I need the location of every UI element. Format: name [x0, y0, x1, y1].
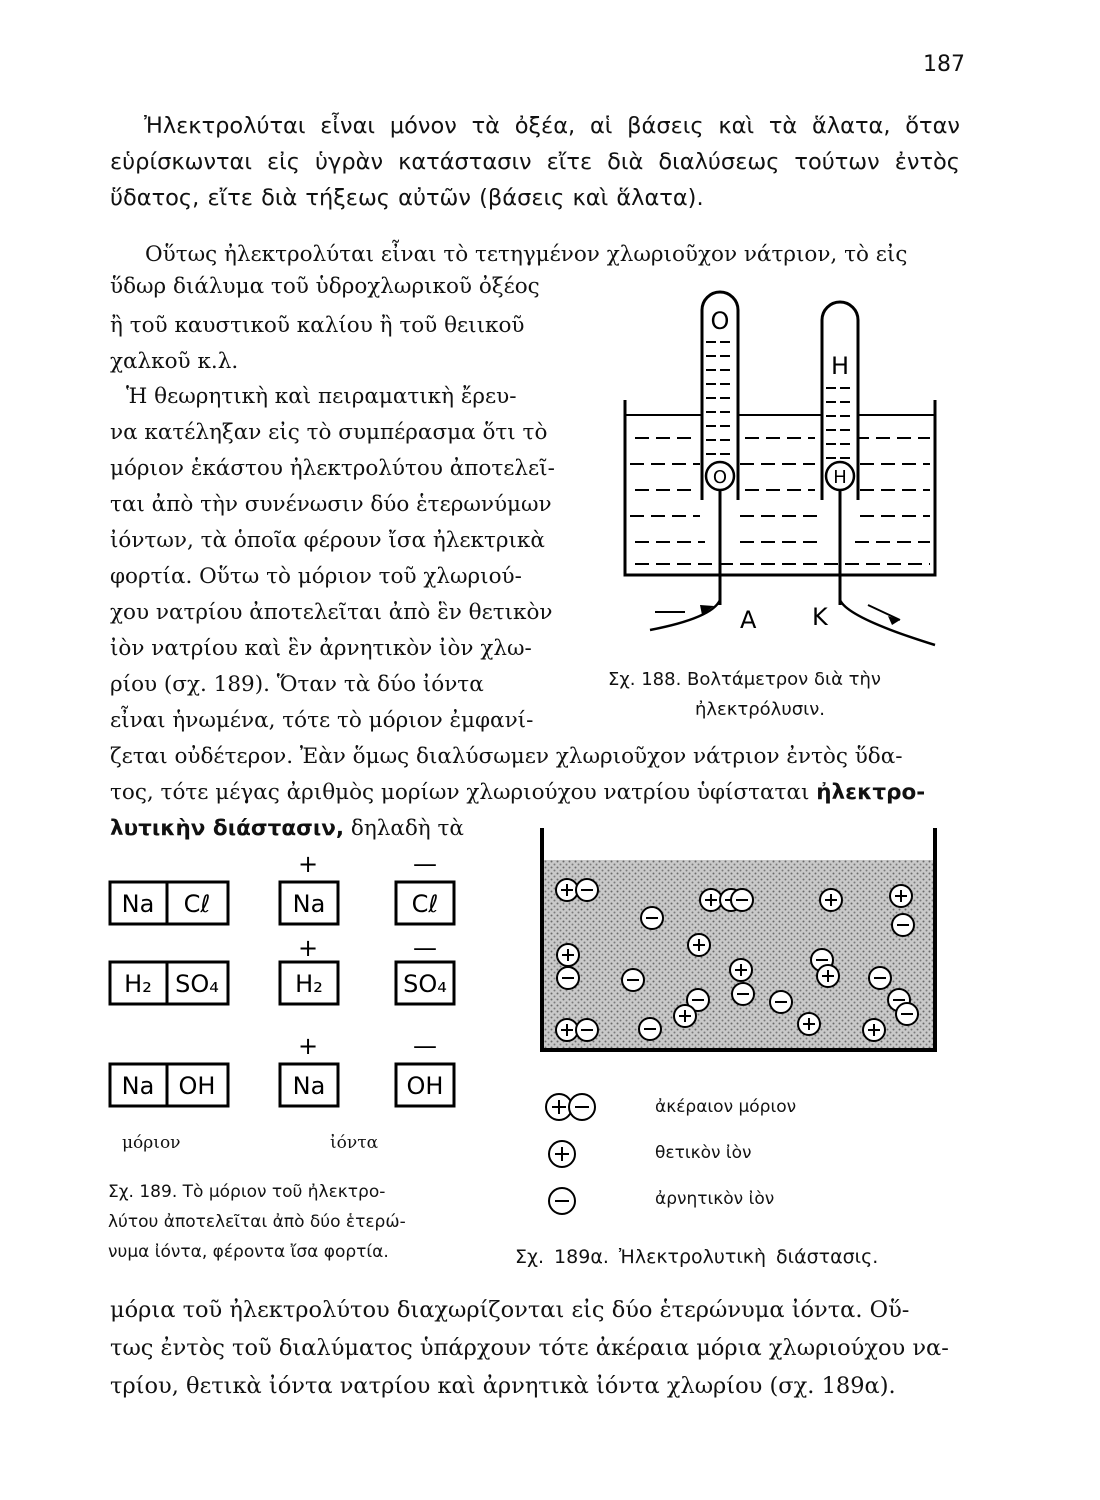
para2-line-16-text: τος, τότε μέγας ἀριθμὸς μορίων χλωριούχου νατρίου ὑφίσταται: [110, 780, 810, 805]
fig189a-diagram: [520, 818, 960, 1058]
para2-line-17: [110, 814, 464, 843]
electrode-label-h: H: [833, 467, 847, 488]
liquid-hatching: [630, 438, 930, 564]
para2-line-12: ἰὸν νατρίου καὶ ἓν ἀρνητικὸν ἰὸν χλω-: [110, 636, 532, 661]
para2-line-7: μόριον ἑκάστου ἠλεκτρολύτου ἀποτελεῖ-: [110, 456, 555, 481]
para2-line-11: χου νατρίου ἀποτελεῖται ἀπὸ ἓν θετικὸν: [110, 600, 553, 625]
electrode-label-o: O: [712, 467, 728, 488]
para2-line-17-tail: δηλαδὴ τὰ: [350, 816, 464, 841]
fig189-caption-line3: νυμα ἰόντα, φέροντα ἴσα φορτία.: [108, 1242, 389, 1262]
tube-label-h: H: [830, 352, 850, 380]
cation-3: Na: [292, 1072, 326, 1100]
para2-line-15: ζεται οὐδέτερον. Ἐὰν ὅμως διαλύσωμεν χλωριοῦχον νάτριον ἐντὸς ὕδα-: [110, 744, 903, 769]
anion-1: Cℓ: [411, 890, 439, 918]
molecule-right-3: OH: [178, 1072, 216, 1100]
bottom-line-1: μόρια τοῦ ἠλεκτρολύτου διαχωρίζονται εἰς δύο ἑτερώνυμα ἰόντα. Οὕ-: [110, 1297, 910, 1323]
legend-negative-icon: [545, 1184, 579, 1218]
para2-line-3: ἢ τοῦ καυστικοῦ καλίου ἢ τοῦ θειικοῦ: [110, 313, 525, 338]
legend-positive-text: θετικὸν ἰὸν: [655, 1143, 752, 1163]
minus-2: —: [413, 934, 437, 962]
legend-molecule-text: ἀκέραιον μόριον: [655, 1097, 797, 1117]
anion-2: SO₄: [403, 970, 447, 998]
legend-molecule-icon: [542, 1090, 612, 1124]
para2-line-13: ρίου (σχ. 189). Ὅταν τὰ δύο ἰόντα: [110, 672, 484, 697]
intro-paragraph: Ἠλεκτρολύται εἶναι μόνον τὰ ὀξέα, αἱ βάσεις καὶ τὰ ἅλατα, ὅταν εὑρίσκωνται εἰς ὑγρὰν κατάστασιν εἴτε διὰ διαλύσεως τούτων ἐντὸς ὕδατος, εἴτε διὰ τήξεως αὐτῶν (βάσεις καὶ ἅλατα).: [110, 113, 960, 211]
label-ions: ἰόντα: [330, 1133, 379, 1153]
fig188-caption-line1: Σχ. 188. Βολτάμετρον διὰ τὴν: [608, 669, 881, 690]
cathode-label: K: [812, 603, 828, 631]
molecule-right-1: Cℓ: [183, 890, 211, 918]
para2-line-8: ται ἀπὸ τὴν συνένωσιν δύο ἑτερωνύμων: [110, 492, 552, 517]
cation-2: H₂: [295, 970, 323, 998]
page-number: 187: [923, 52, 965, 77]
molecule-left-2: H₂: [124, 970, 152, 998]
molecule-left-3: Na: [121, 1072, 155, 1100]
fig188-caption-line2: ἠλεκτρόλυσιν.: [695, 699, 826, 720]
anode-label: A: [740, 606, 757, 634]
para2-line-9: ἰόντων, τὰ ὁποῖα φέρουν ἴσα ἠλεκτρικὰ: [110, 528, 545, 553]
para2-line-4: χαλκοῦ κ.λ.: [110, 349, 239, 374]
cation-1: Na: [292, 890, 326, 918]
bottom-line-3: τρίου, θετικὰ ἰόντα νατρίου καὶ ἀρνητικὰ ἰόντα χλωρίου (σχ. 189α).: [110, 1373, 896, 1399]
fig189-caption-line2: λύτου ἀποτελεῖται ἀπὸ δύο ἑτερώ-: [108, 1212, 406, 1232]
molecule-left-1: Na: [121, 890, 155, 918]
fig189-diagram: [100, 850, 480, 1130]
fig189-caption-line1: Σχ. 189. Τὸ μόριον τοῦ ἠλεκτρο-: [108, 1182, 386, 1202]
bold-term-part2: λυτικὴν διάστασιν,: [110, 816, 345, 841]
legend-negative-text: ἀρνητικὸν ἰὸν: [655, 1189, 775, 1209]
plus-1: +: [297, 850, 319, 878]
molecule-right-2: SO₄: [175, 970, 219, 998]
para2-line-5: Ἡ θεωρητικὴ καὶ πειραματικὴ ἔρευ-: [126, 384, 517, 409]
anion-3: OH: [406, 1072, 444, 1100]
para2-line-1: Οὕτως ἠλεκτρολύται εἶναι τὸ τετηγμένον χλωριοῦχον νάτριον, τὸ εἰς: [145, 242, 908, 267]
bold-term-part1: ἠλεκτρο-: [816, 780, 926, 805]
label-molecule: μόριον: [122, 1133, 181, 1153]
plus-3: +: [297, 1032, 319, 1060]
para2-line-16: [110, 778, 925, 807]
para2-line-2: ὕδωρ διάλυμα τοῦ ὑδροχλωρικοῦ ὀξέος: [110, 274, 540, 299]
para2-line-10: φορτία. Οὕτω τὸ μόριον τοῦ χλωριού-: [110, 564, 522, 589]
legend-positive-icon: [545, 1137, 579, 1171]
voltameter-figure: [600, 280, 960, 670]
para2-line-14: εἶναι ἡνωμένα, τότε τὸ μόριον ἐμφανί-: [110, 708, 534, 733]
para2-line-6: να κατέληξαν εἰς τὸ συμπέρασμα ὅτι τὸ: [110, 420, 548, 445]
minus-3: —: [413, 1032, 437, 1060]
tube-label-o: O: [710, 307, 730, 335]
minus-1: —: [413, 850, 437, 878]
fig189a-caption: Σχ. 189α. Ἠλεκτρολυτικὴ διάστασις.: [515, 1246, 879, 1268]
plus-2: +: [297, 934, 319, 962]
bottom-line-2: τως ἐντὸς τοῦ διαλύματος ὑπάρχουν τότε ἀκέραια μόρια χλωριούχου να-: [110, 1335, 949, 1361]
